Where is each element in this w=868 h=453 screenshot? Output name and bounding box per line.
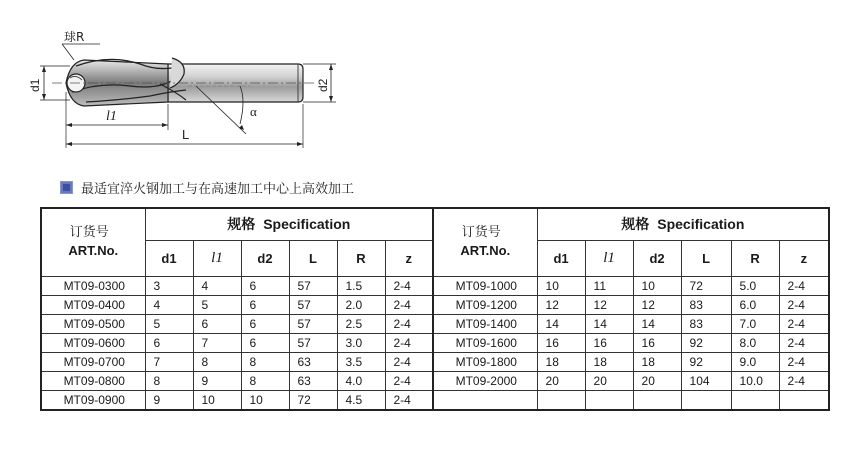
ball-r-label: 球R bbox=[64, 30, 85, 44]
table-row: MT09-0700 7 8 8 63 3.5 2-4 MT09-1800 18 18 18 92 9.0 2-4 bbox=[41, 352, 829, 371]
col-d1-right: d1 bbox=[537, 240, 585, 276]
L-dimension bbox=[66, 104, 303, 148]
L-label: L bbox=[182, 127, 190, 142]
table-row: MT09-0600 6 7 6 57 3.0 2-4 MT09-1600 16 16 16 92 8.0 2-4 bbox=[41, 333, 829, 352]
spec-header-right: 规格 Specification bbox=[537, 208, 829, 240]
col-l1-right: l1 bbox=[585, 240, 633, 276]
col-R-left: R bbox=[337, 240, 385, 276]
col-d2-right: d2 bbox=[633, 240, 681, 276]
table-row: MT09-0900 9 10 10 72 4.5 2-4 bbox=[41, 390, 829, 410]
usage-note-text: 最适宜淬火钢加工与在高速加工中心上高效加工 bbox=[81, 181, 355, 197]
col-z-right: z bbox=[779, 240, 829, 276]
table-row: MT09-0800 8 9 8 63 4.0 2-4 MT09-2000 20 20 20 104 10.0 2-4 bbox=[41, 371, 829, 390]
order-no-header-left: 订货号 ART.No. bbox=[41, 208, 145, 276]
ball-radius-callout bbox=[62, 29, 100, 60]
col-L-left: L bbox=[289, 240, 337, 276]
col-L-right: L bbox=[681, 240, 731, 276]
table-row: MT09-0400 4 5 6 57 2.0 2-4 MT09-1200 12 12 12 83 6.0 2-4 bbox=[41, 295, 829, 314]
col-R-right: R bbox=[731, 240, 779, 276]
specification-table bbox=[40, 207, 830, 411]
table-row: MT09-0500 5 6 6 57 2.5 2-4 MT09-1400 14 14 14 83 7.0 2-4 bbox=[41, 314, 829, 333]
col-d1-left: d1 bbox=[145, 240, 193, 276]
col-z-left: z bbox=[385, 240, 433, 276]
end-mill-drawing bbox=[0, 0, 868, 160]
spec-header-left: 规格 Specification bbox=[145, 208, 433, 240]
d1-dimension bbox=[28, 66, 70, 100]
col-d2-left: d2 bbox=[241, 240, 289, 276]
d1-label: d1 bbox=[28, 78, 42, 92]
col-l1-left: l1 bbox=[193, 240, 241, 276]
order-no-header-right: 订货号 ART.No. bbox=[433, 208, 537, 276]
d2-label: d2 bbox=[316, 78, 330, 92]
usage-note bbox=[60, 179, 354, 195]
bullet-square-icon bbox=[60, 181, 73, 194]
flute-section bbox=[66, 58, 186, 106]
l1-label: l1 bbox=[106, 109, 117, 124]
table-row: MT09-0300 3 4 6 57 1.5 2-4 MT09-1000 10 11 10 72 5.0 2-4 bbox=[41, 276, 829, 295]
alpha-label: α bbox=[250, 104, 257, 119]
